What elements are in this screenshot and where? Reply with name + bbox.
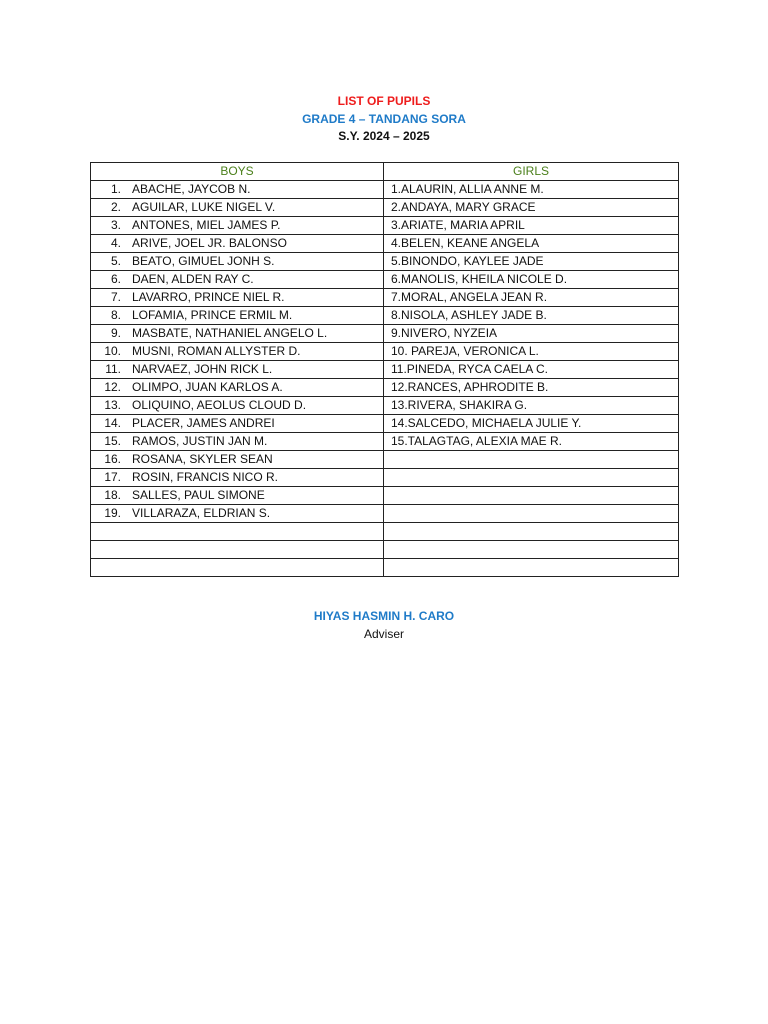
- table-row: [91, 469, 679, 487]
- girl-cell: [384, 451, 679, 469]
- table-body: [91, 181, 679, 577]
- girl-cell: [384, 523, 679, 541]
- boy-number: 1.: [110, 182, 121, 196]
- boy-name: BEATO, GIMUEL JONH S.: [132, 254, 275, 268]
- boy-name: OLIMPO, JUAN KARLOS A.: [132, 380, 283, 394]
- boy-cell: [91, 469, 384, 487]
- boy-name: ROSIN, FRANCIS NICO R.: [132, 470, 279, 484]
- boy-number: 19.: [104, 506, 121, 520]
- table-row: [91, 199, 679, 217]
- boy-name: ANTONES, MIEL JAMES P.: [132, 218, 281, 232]
- table-row: [91, 397, 679, 415]
- boy-cell: [91, 253, 384, 271]
- girl-cell: [384, 559, 679, 577]
- boy-name: ABACHE, JAYCOB N.: [132, 182, 251, 196]
- boy-name: LAVARRO, PRINCE NIEL R.: [132, 290, 285, 304]
- table-row: [91, 343, 679, 361]
- boy-cell: [91, 289, 384, 307]
- girl-cell: [384, 487, 679, 505]
- boy-cell: [91, 343, 384, 361]
- boy-cell: [91, 307, 384, 325]
- boy-number: 17.: [104, 470, 121, 484]
- table-row: [91, 325, 679, 343]
- table-row: [91, 559, 679, 577]
- boy-cell: [91, 361, 384, 379]
- girl-cell: 2.ANDAYA, MARY GRACE: [384, 199, 679, 217]
- girl-cell: 12.RANCES, APHRODITE B.: [384, 379, 679, 397]
- boy-name: VILLARAZA, ELDRIAN S.: [132, 506, 271, 520]
- table-row: [91, 487, 679, 505]
- table-row: [91, 253, 679, 271]
- boy-number: 16.: [104, 452, 121, 466]
- adviser-role: Adviser: [363, 627, 404, 641]
- class-section: GRADE 4 – TANDANG SORA: [302, 111, 466, 126]
- document-title: LIST OF PUPILS: [337, 94, 431, 108]
- boy-number: 8.: [110, 308, 121, 322]
- adviser-name: HIYAS HASMIN H. CARO: [313, 609, 455, 623]
- girl-cell: 4.BELEN, KEANE ANGELA: [384, 235, 679, 253]
- table-row: [91, 307, 679, 325]
- table-row: [91, 541, 679, 559]
- table-row: [91, 379, 679, 397]
- boy-name: OLIQUINO, AEOLUS CLOUD D.: [132, 398, 307, 412]
- table-row: [91, 433, 679, 451]
- table-row: [91, 523, 679, 541]
- boy-number: 9.: [110, 326, 121, 340]
- table-row: [91, 235, 679, 253]
- boy-cell: [91, 451, 384, 469]
- boy-name: MASBATE, NATHANIEL ANGELO L.: [132, 326, 328, 340]
- boy-cell: [91, 433, 384, 451]
- boy-cell: [91, 379, 384, 397]
- boy-number: 2.: [110, 200, 121, 214]
- boys-column-header: BOYS: [91, 163, 384, 181]
- table-row: [91, 361, 679, 379]
- girl-cell: [384, 505, 679, 523]
- table-row: [91, 505, 679, 523]
- girl-cell: 15.TALAGTAG, ALEXIA MAE R.: [384, 433, 679, 451]
- boy-name: ARIVE, JOEL JR. BALONSO: [132, 236, 287, 250]
- girl-cell: 1.ALAURIN, ALLIA ANNE M.: [384, 181, 679, 199]
- boy-number: 3.: [110, 218, 121, 232]
- boy-name: PLACER, JAMES ANDREI: [132, 416, 275, 430]
- boy-cell: [91, 541, 384, 559]
- boy-cell: [91, 199, 384, 217]
- boy-number: 5.: [110, 254, 121, 268]
- girl-cell: 6.MANOLIS, KHEILA NICOLE D.: [384, 271, 679, 289]
- boy-number: 12.: [104, 380, 121, 394]
- boy-number: 13.: [104, 398, 121, 412]
- pupil-list-table: [90, 162, 679, 577]
- boy-number: 15.: [104, 434, 121, 448]
- school-year: S.Y. 2024 – 2025: [338, 129, 430, 143]
- girl-cell: 7.MORAL, ANGELA JEAN R.: [384, 289, 679, 307]
- boy-name: MUSNI, ROMAN ALLYSTER D.: [132, 344, 301, 358]
- girl-cell: 11.PINEDA, RYCA CAELA C.: [384, 361, 679, 379]
- girl-cell: 8.NISOLA, ASHLEY JADE B.: [384, 307, 679, 325]
- boy-name: ROSANA, SKYLER SEAN: [132, 452, 273, 466]
- boy-name: RAMOS, JUSTIN JAN M.: [132, 434, 268, 448]
- girl-cell: 10. PAREJA, VERONICA L.: [384, 343, 679, 361]
- table-row: [91, 181, 679, 199]
- boy-cell: [91, 325, 384, 343]
- girl-cell: 13.RIVERA, SHAKIRA G.: [384, 397, 679, 415]
- table-row: [91, 271, 679, 289]
- boy-cell: [91, 271, 384, 289]
- girl-cell: 3.ARIATE, MARIA APRIL: [384, 217, 679, 235]
- boy-number: 7.: [110, 290, 121, 304]
- boy-cell: [91, 397, 384, 415]
- boy-number: 4.: [110, 236, 121, 250]
- table-row: [91, 415, 679, 433]
- girl-cell: 5.BINONDO, KAYLEE JADE: [384, 253, 679, 271]
- boy-cell: [91, 181, 384, 199]
- table-header-row: [91, 163, 679, 181]
- boy-cell: [91, 235, 384, 253]
- boy-cell: [91, 487, 384, 505]
- girls-column-header: GIRLS: [384, 163, 679, 181]
- document-header: [0, 93, 768, 146]
- table-row: [91, 289, 679, 307]
- boy-cell: [91, 523, 384, 541]
- boy-name: AGUILAR, LUKE NIGEL V.: [132, 200, 276, 214]
- boy-number: 6.: [110, 272, 121, 286]
- boy-number: 10.: [104, 344, 121, 358]
- boy-number: 11.: [105, 362, 121, 376]
- girl-cell: [384, 541, 679, 559]
- girl-cell: [384, 469, 679, 487]
- boy-cell: [91, 217, 384, 235]
- girl-cell: 9.NIVERO, NYZEIA: [384, 325, 679, 343]
- boy-cell: [91, 559, 384, 577]
- boy-number: 14.: [104, 416, 121, 430]
- boy-name: SALLES, PAUL SIMONE: [132, 488, 265, 502]
- boy-number: 18.: [104, 488, 121, 502]
- table-row: [91, 451, 679, 469]
- table-row: [91, 217, 679, 235]
- boy-name: DAEN, ALDEN RAY C.: [132, 272, 254, 286]
- boy-cell: [91, 415, 384, 433]
- boy-name: NARVAEZ, JOHN RICK L.: [132, 362, 273, 376]
- boy-name: LOFAMIA, PRINCE ERMIL M.: [132, 308, 293, 322]
- boy-cell: [91, 505, 384, 523]
- document-footer: [0, 607, 768, 643]
- girl-cell: 14.SALCEDO, MICHAELA JULIE Y.: [384, 415, 679, 433]
